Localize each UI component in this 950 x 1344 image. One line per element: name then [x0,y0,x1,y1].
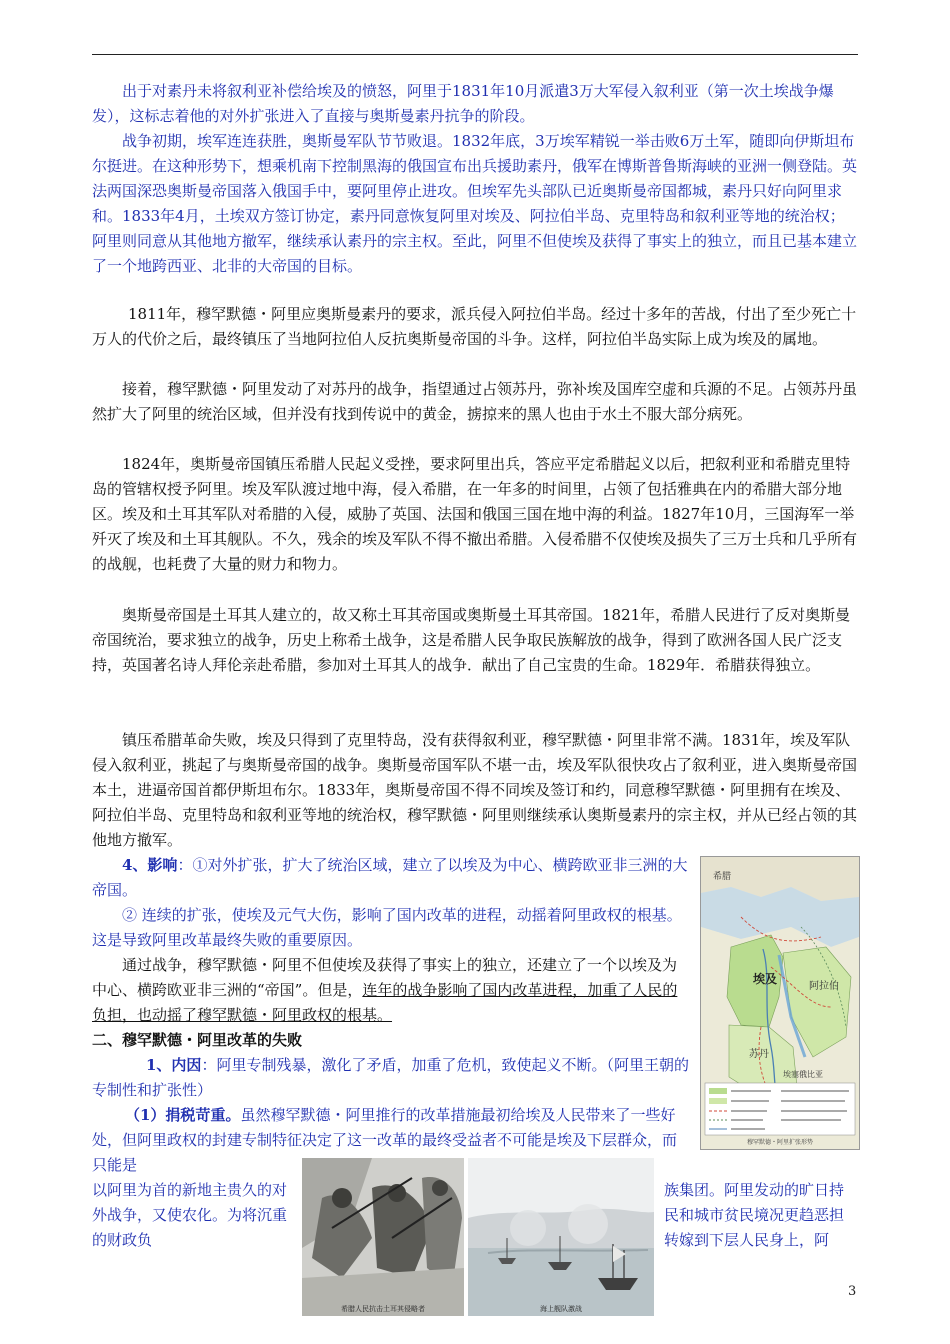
photo-naval-battle-graphic [468,1158,654,1316]
section-heading: 二、穆罕默德・阿里改革的失败 [92,1031,303,1049]
photo-naval-battle [468,1158,654,1316]
impact-text: ：①对外扩张，扩大了统治区域，建立了以埃及为中心、横跨欧亚非三洲的大帝国。 [92,856,688,899]
map-label-arabia: 阿拉伯 [809,981,839,992]
paragraph-impact [92,853,689,903]
map-label-abyssinia: 埃塞俄比亚 [783,1070,823,1079]
paragraph-4: 接着，穆罕默德・阿里发动了对苏丹的战争，指望通过占领苏丹，弥补埃及国库空虚和兵源的不足。占领苏丹虽然扩大了阿里的统治区域，但并没有找到传说中的黄金，掳掠来的黑人也由于水土不服大部分病死。 [92,380,858,423]
paragraph-7: 镇压希腊革命失败，埃及只得到了克里特岛，没有获得叙利亚，穆罕默德・阿里非常不满。1831年，埃及军队侵入叙利亚，挑起了与奥斯曼帝国的战争。奥斯曼帝国军队不堪一击，埃及军队很快攻占了叙利亚，进入奥斯曼帝国本土，进逼帝国首都伊斯坦布尔。1833年，奥斯曼帝国不得不同埃及签订和约，同意穆罕默德・阿里拥有在埃及、阿拉伯半岛、克里特岛和叙利亚等地的统治权，穆罕默德・阿里则继续承认奥斯曼素丹的宗主权，并从已经占领的其他地方撤军。 [92,731,858,849]
expansion-map [700,856,860,1150]
paragraph-6: 奥斯曼帝国是土耳其人建立的，故又称土耳其帝国或奥斯曼土耳其帝国。1821年，希腊人民进行了反对奥斯曼帝国统治，要求独立的战争，历史上称希土战争，这是希腊人民争取民族解放的战争，得到了欧洲各国人民广泛支持，英国著名诗人拜伦亲赴希腊，参加对土耳其人的战争．献出了自己宝贵的生命。1829年．希腊获得独立。 [92,606,851,674]
impact-heading: 4、影响 [122,856,178,874]
paragraph-1: 出于对素丹未将叙利亚补偿给埃及的愤怒，阿里于1831年10月派遣3万大军侵入叙利亚（第一次土埃战争爆发），这标志着他的对外扩张进入了直接与奥斯曼素丹抗争的阶段。 [92,82,834,125]
paragraph-internal-cause [92,1053,689,1103]
internal-cause-heading: 1、内因 [146,1056,202,1074]
map-label-sudan: 苏丹 [749,1049,769,1060]
map-caption: 穆罕默德・阿里扩张形势 [746,1139,813,1146]
taxes-text: 虽然穆罕默德・阿里推行的改革措施最初给埃及人民带来了一些好处，但阿里政权的封建专制特征决定了这一改革的最终受益者不可能是埃及下层群众，而只能是 [92,1106,678,1174]
photo-greek-resistance-graphic [302,1158,464,1316]
wrap-text-right: 族集团。阿里发动的旷日持民和城市贫民境况更趋恶担转嫁到下层人民身上，阿 [664,1181,845,1249]
map-graphic [701,857,859,1149]
map-label-egypt: 埃及 [753,972,778,986]
page-number: 3 [848,1284,857,1299]
paragraph-summary [92,953,689,1028]
paragraph-5: 1824年，奥斯曼帝国镇压希腊人民起义受挫，要求阿里出兵，答应平定希腊起义以后，把叙利亚和希腊克里特岛的管辖权授予阿里。埃及军队渡过地中海，侵入希腊，在一年多的时间里，占领了包括雅典在内的希腊大部分地区。埃及和土耳其军队对希腊的入侵，威胁了英国、法国和俄国三国在地中海的利益。1827年10月，三国海军一举歼灭了埃及和土耳其舰队。不久，残余的埃及军队不得不撤出希腊。入侵希腊不仅使埃及损失了三万士兵和几乎所有的战舰，也耗费了大量的财力和物力。 [92,455,858,573]
paragraph-2: 战争初期，埃军连连获胜，奥斯曼军队节节败退。1832年底，3万埃军精锐一举击败6万土军，随即向伊斯坦布尔挺进。在这种形势下，想乘机南下控制黑海的俄国宣布出兵援助素丹，俄军在博斯普鲁斯海峡的亚洲一侧登陆。英法两国深恐奥斯曼帝国落入俄国手中，要阿里停止进攻。但埃军先头部队已近奥斯曼帝国都城，素丹只好向阿里求和。1833年4月，土埃双方签订协定，素丹同意恢复阿里对埃及、阿拉伯半岛、克里特岛和叙利亚等地的统治权；阿里则同意从其他地方撤军，继续承认素丹的宗主权。至此，阿里不但使埃及获得了事实上的独立，而且已基本建立了一个地跨西亚、北非的大帝国的目标。 [92,132,858,275]
photo-left-caption: 希腊人民抗击土耳其侵略者 [341,1305,425,1313]
photo-right-caption: 海上舰队激战 [540,1305,582,1313]
internal-cause-text: ：阿里专制残暴，激化了矛盾，加重了危机，致使起义不断。（阿里王朝的专制性和扩张性） [92,1056,689,1099]
photo-greek-resistance [302,1158,464,1316]
map-label-greece: 希腊 [713,872,732,882]
summary-underlined: 连年的战争影响了国内改革进程，加重了人民的负担，也动摇了穆罕默德・阿里政权的根基。 [92,981,678,1024]
summary-text: 通过战争，穆罕默德・阿里不但使埃及获得了事实上的独立，还建立了一个以埃及为中心、横跨欧亚非三洲的“帝国”。但是， [92,956,678,999]
header-rule [92,54,858,55]
paragraph-3: 1811年，穆罕默德・阿里应奥斯曼素丹的要求，派兵侵入阿拉伯半岛。经过十多年的苦战，付出了至少死亡十万人的代价之后，最终镇压了当地阿拉伯人反抗奥斯曼帝国的斗争。这样，阿拉伯半岛实际上成为埃及的属地。 [92,305,857,348]
wrap-text-left: 以阿里为首的新地主贵久的对外战争，又使农化。为将沉重的财政负 [92,1181,288,1249]
photo-strip [302,1158,654,1316]
taxes-heading: （1）捐税苛重。 [125,1106,241,1124]
paragraph-impact-2: ② 连续的扩张，使埃及元气大伤，影响了国内改革的进程，动摇着阿里政权的根基。这是导致阿里改革最终失败的重要原因。 [92,906,682,949]
